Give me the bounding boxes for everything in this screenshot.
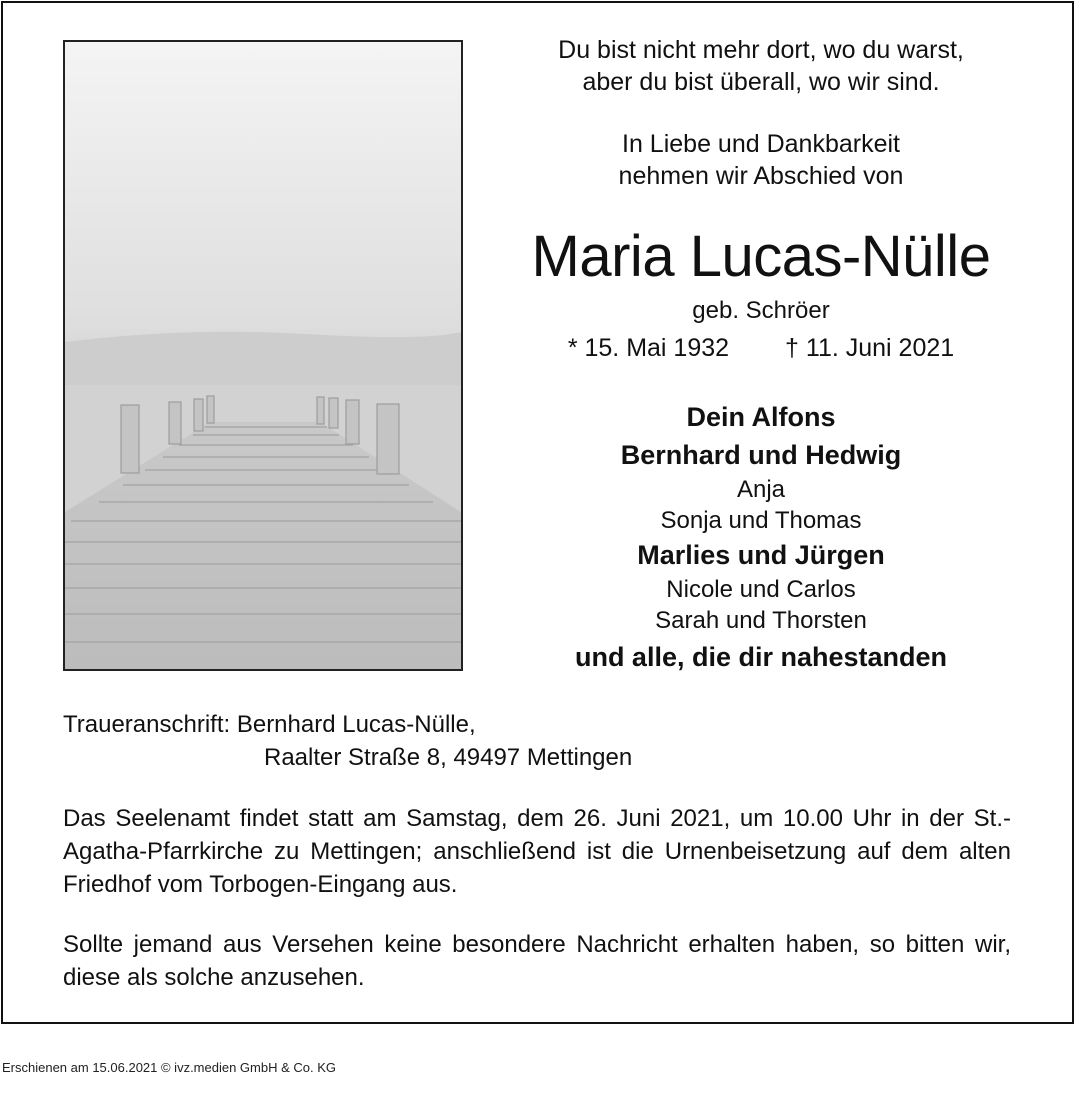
death-date: † 11. Juni 2021 bbox=[785, 334, 955, 362]
verse-line-2: aber du bist überall, wo wir sind. bbox=[582, 68, 940, 96]
intro bbox=[470, 128, 1052, 192]
intro-line-1: In Liebe und Dankbarkeit bbox=[622, 130, 900, 158]
life-dates bbox=[470, 332, 1052, 364]
family-closing: und alle, die dir nahestanden bbox=[574, 642, 948, 672]
birth-name: geb. Schröer bbox=[692, 297, 830, 324]
family-member: Sonja und Thomas bbox=[660, 507, 862, 534]
family-member: Nicole und Carlos bbox=[666, 576, 856, 603]
birth-date: * 15. Mai 1932 bbox=[567, 334, 730, 362]
family-member: Bernhard und Hedwig bbox=[620, 440, 902, 470]
service-paragraph: Das Seelenamt findet statt am Samstag, dem 26. Juni 2021, um 10.00 Uhr in der St.-Agatha-Pfarrkirche zu Mettingen; anschließend ist die Urnenbeisetzung auf dem alten Friedhof vom Torbogen-Eingang aus. bbox=[63, 805, 1011, 898]
deceased-name: Maria Lucas-Nülle bbox=[531, 224, 991, 289]
verse-line-1: Du bist nicht mehr dort, wo du warst, bbox=[558, 36, 964, 64]
address-line-1: Traueranschrift: Bernhard Lucas-Nülle, bbox=[63, 711, 476, 738]
intro-line-2: nehmen wir Abschied von bbox=[618, 162, 904, 190]
notice-paragraph: Sollte jemand aus Versehen keine besondere Nachricht erhalten haben, so bitten wir, diese als solche anzusehen. bbox=[63, 931, 1011, 991]
mourning-address bbox=[63, 708, 632, 774]
address-line-2: Raalter Straße 8, 49497 Mettingen bbox=[264, 744, 633, 771]
family-member: Sarah und Thorsten bbox=[655, 607, 867, 634]
family-list bbox=[470, 398, 1052, 676]
verse bbox=[470, 34, 1052, 98]
jetty-image bbox=[65, 42, 461, 669]
publication-footer: Erschienen am 15.06.2021 © ivz.medien GmbH & Co. KG bbox=[2, 1060, 337, 1075]
family-member: Anja bbox=[736, 476, 786, 503]
family-member: Dein Alfons bbox=[686, 402, 836, 432]
family-member: Marlies und Jürgen bbox=[637, 540, 885, 570]
jetty-photo bbox=[63, 40, 463, 671]
